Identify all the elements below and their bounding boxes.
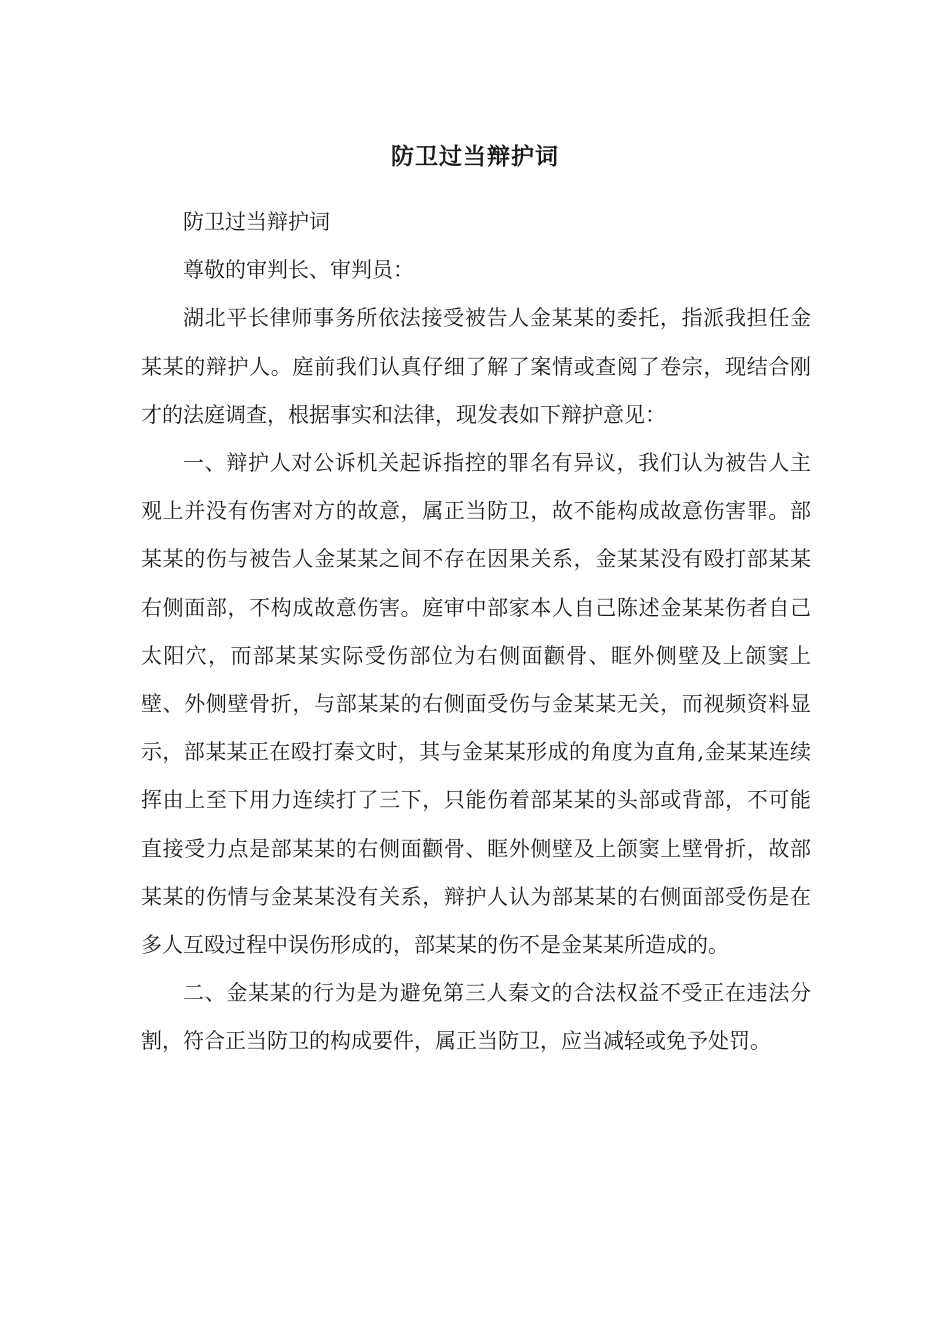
document-body: [141, 198, 811, 1066]
document-title: 防卫过当辩护词: [391, 144, 559, 170]
paragraph-point-two: 二、金某某的行为是为避免第三人秦文的合法权益不受正在违法分割，符合正当防卫的构成要件，属正当防卫，应当减轻或免予处罚。: [141, 981, 811, 1054]
paragraph-point-one: 一、辩护人对公诉机关起诉指控的罪名有异议，我们认为被告人主观上并没有伤害对方的故意，属正当防卫，故不能构成故意伤害罪。部某某的伤与被告人金某某之间不存在因果关系，金某某没有殴打部某某右侧面部，不构成故意伤害。庭审中部家本人自己陈述金某某伤者自己太阳穴，而部某某实际受伤部位为右侧面颧骨、眶外侧壁及上颌窦上壁、外侧壁骨折，与部某某的右侧面受伤与金某某无关，而视频资料显示，部某某正在殴打秦文时，其与金某某形成的角度为直角,金某某连续挥由上至下用力连续打了三下，只能伤着部某某的头部或背部，不可能直接受力点是部某某的右侧面颧骨、眶外侧壁及上颌窦上壁骨折，故部某某的伤情与金某某没有关系，辩护人认为部某某的右侧面部受伤是在多人互殴过程中误伤形成的，部某某的伤不是金某某所造成的。: [141, 451, 811, 958]
paragraph-heading: 防卫过当辩护词: [183, 210, 330, 234]
paragraph-intro: 湖北平长律师事务所依法接受被告人金某某的委托，指派我担任金某某的辩护人。庭前我们认真仔细了解了案情或查阅了卷宗，现结合刚才的法庭调查，根据事实和法律，现发表如下辩护意见：: [141, 306, 811, 427]
paragraph-salutation: 尊敬的审判长、审判员：: [183, 258, 414, 283]
